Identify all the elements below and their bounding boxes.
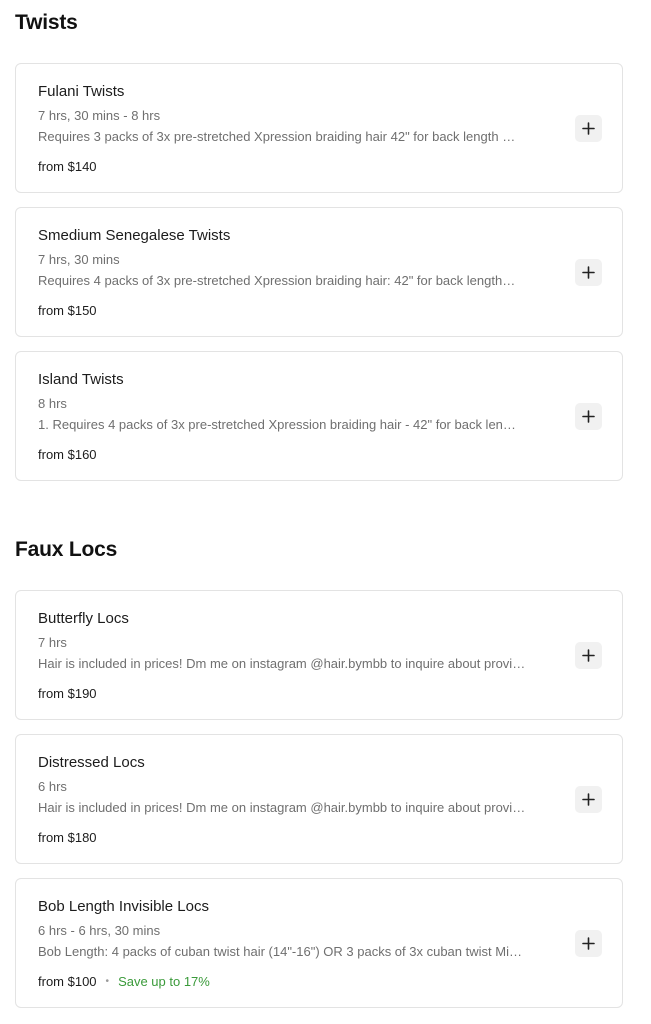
service-name: Distressed Locs (38, 754, 145, 771)
service-description: Hair is included in prices! Dm me on instagram @hair.bymbb to inquire about provi… (38, 800, 526, 815)
plus-icon (582, 410, 595, 423)
service-card-butterfly-locs[interactable] (15, 590, 623, 720)
service-description: 1. Requires 4 packs of 3x pre-stretched Xpression braiding hair - 42" for back len… (38, 417, 516, 432)
service-name: Smedium Senegalese Twists (38, 227, 231, 244)
service-duration: 7 hrs (38, 635, 67, 650)
add-service-button[interactable] (575, 259, 602, 286)
service-duration: 7 hrs, 30 mins - 8 hrs (38, 108, 161, 123)
service-card-fulani-twists[interactable] (15, 63, 623, 193)
service-duration: 6 hrs (38, 779, 67, 794)
plus-icon (582, 937, 595, 950)
service-price: from $140 (38, 159, 97, 174)
service-price: from $180 (38, 830, 97, 845)
promo-badge: Save up to 17% (118, 974, 210, 989)
add-service-button[interactable] (575, 642, 602, 669)
service-duration: 6 hrs - 6 hrs, 30 mins (38, 923, 161, 938)
plus-icon (582, 266, 595, 279)
add-service-button[interactable] (575, 403, 602, 430)
service-description: Requires 3 packs of 3x pre-stretched Xpression braiding hair 42" for back length … (38, 129, 516, 144)
plus-icon (582, 122, 595, 135)
separator-dot: • (105, 976, 110, 987)
add-service-button[interactable] (575, 930, 602, 957)
price-row (38, 974, 210, 989)
price-row (38, 303, 97, 318)
service-duration: 7 hrs, 30 mins (38, 252, 120, 267)
service-price: from $150 (38, 303, 97, 318)
add-service-button[interactable] (575, 786, 602, 813)
service-name: Fulani Twists (38, 83, 125, 100)
plus-icon (582, 793, 595, 806)
service-name: Island Twists (38, 371, 124, 388)
price-row (38, 447, 97, 462)
price-row (38, 159, 97, 174)
service-description: Requires 4 packs of 3x pre-stretched Xpression braiding hair: 42" for back length… (38, 273, 516, 288)
service-description: Bob Length: 4 packs of cuban twist hair (14"-16") OR 3 packs of 3x cuban twist Mi… (38, 944, 522, 959)
price-row (38, 686, 97, 701)
service-description: Hair is included in prices! Dm me on instagram @hair.bymbb to inquire about provi… (38, 656, 526, 671)
service-card-island-twists[interactable] (15, 351, 623, 481)
service-card-distressed-locs[interactable] (15, 734, 623, 864)
service-price: from $100 (38, 974, 97, 989)
service-name: Butterfly Locs (38, 610, 129, 627)
service-price: from $190 (38, 686, 97, 701)
service-price: from $160 (38, 447, 97, 462)
section-title-twists: Twists (15, 11, 78, 34)
add-service-button[interactable] (575, 115, 602, 142)
service-card-smedium-senegalese-twists[interactable] (15, 207, 623, 337)
section-title-faux-locs: Faux Locs (15, 538, 118, 561)
plus-icon (582, 649, 595, 662)
service-duration: 8 hrs (38, 396, 67, 411)
service-card-bob-length-invisible-locs[interactable] (15, 878, 623, 1008)
service-name: Bob Length Invisible Locs (38, 898, 209, 915)
price-row (38, 830, 97, 845)
